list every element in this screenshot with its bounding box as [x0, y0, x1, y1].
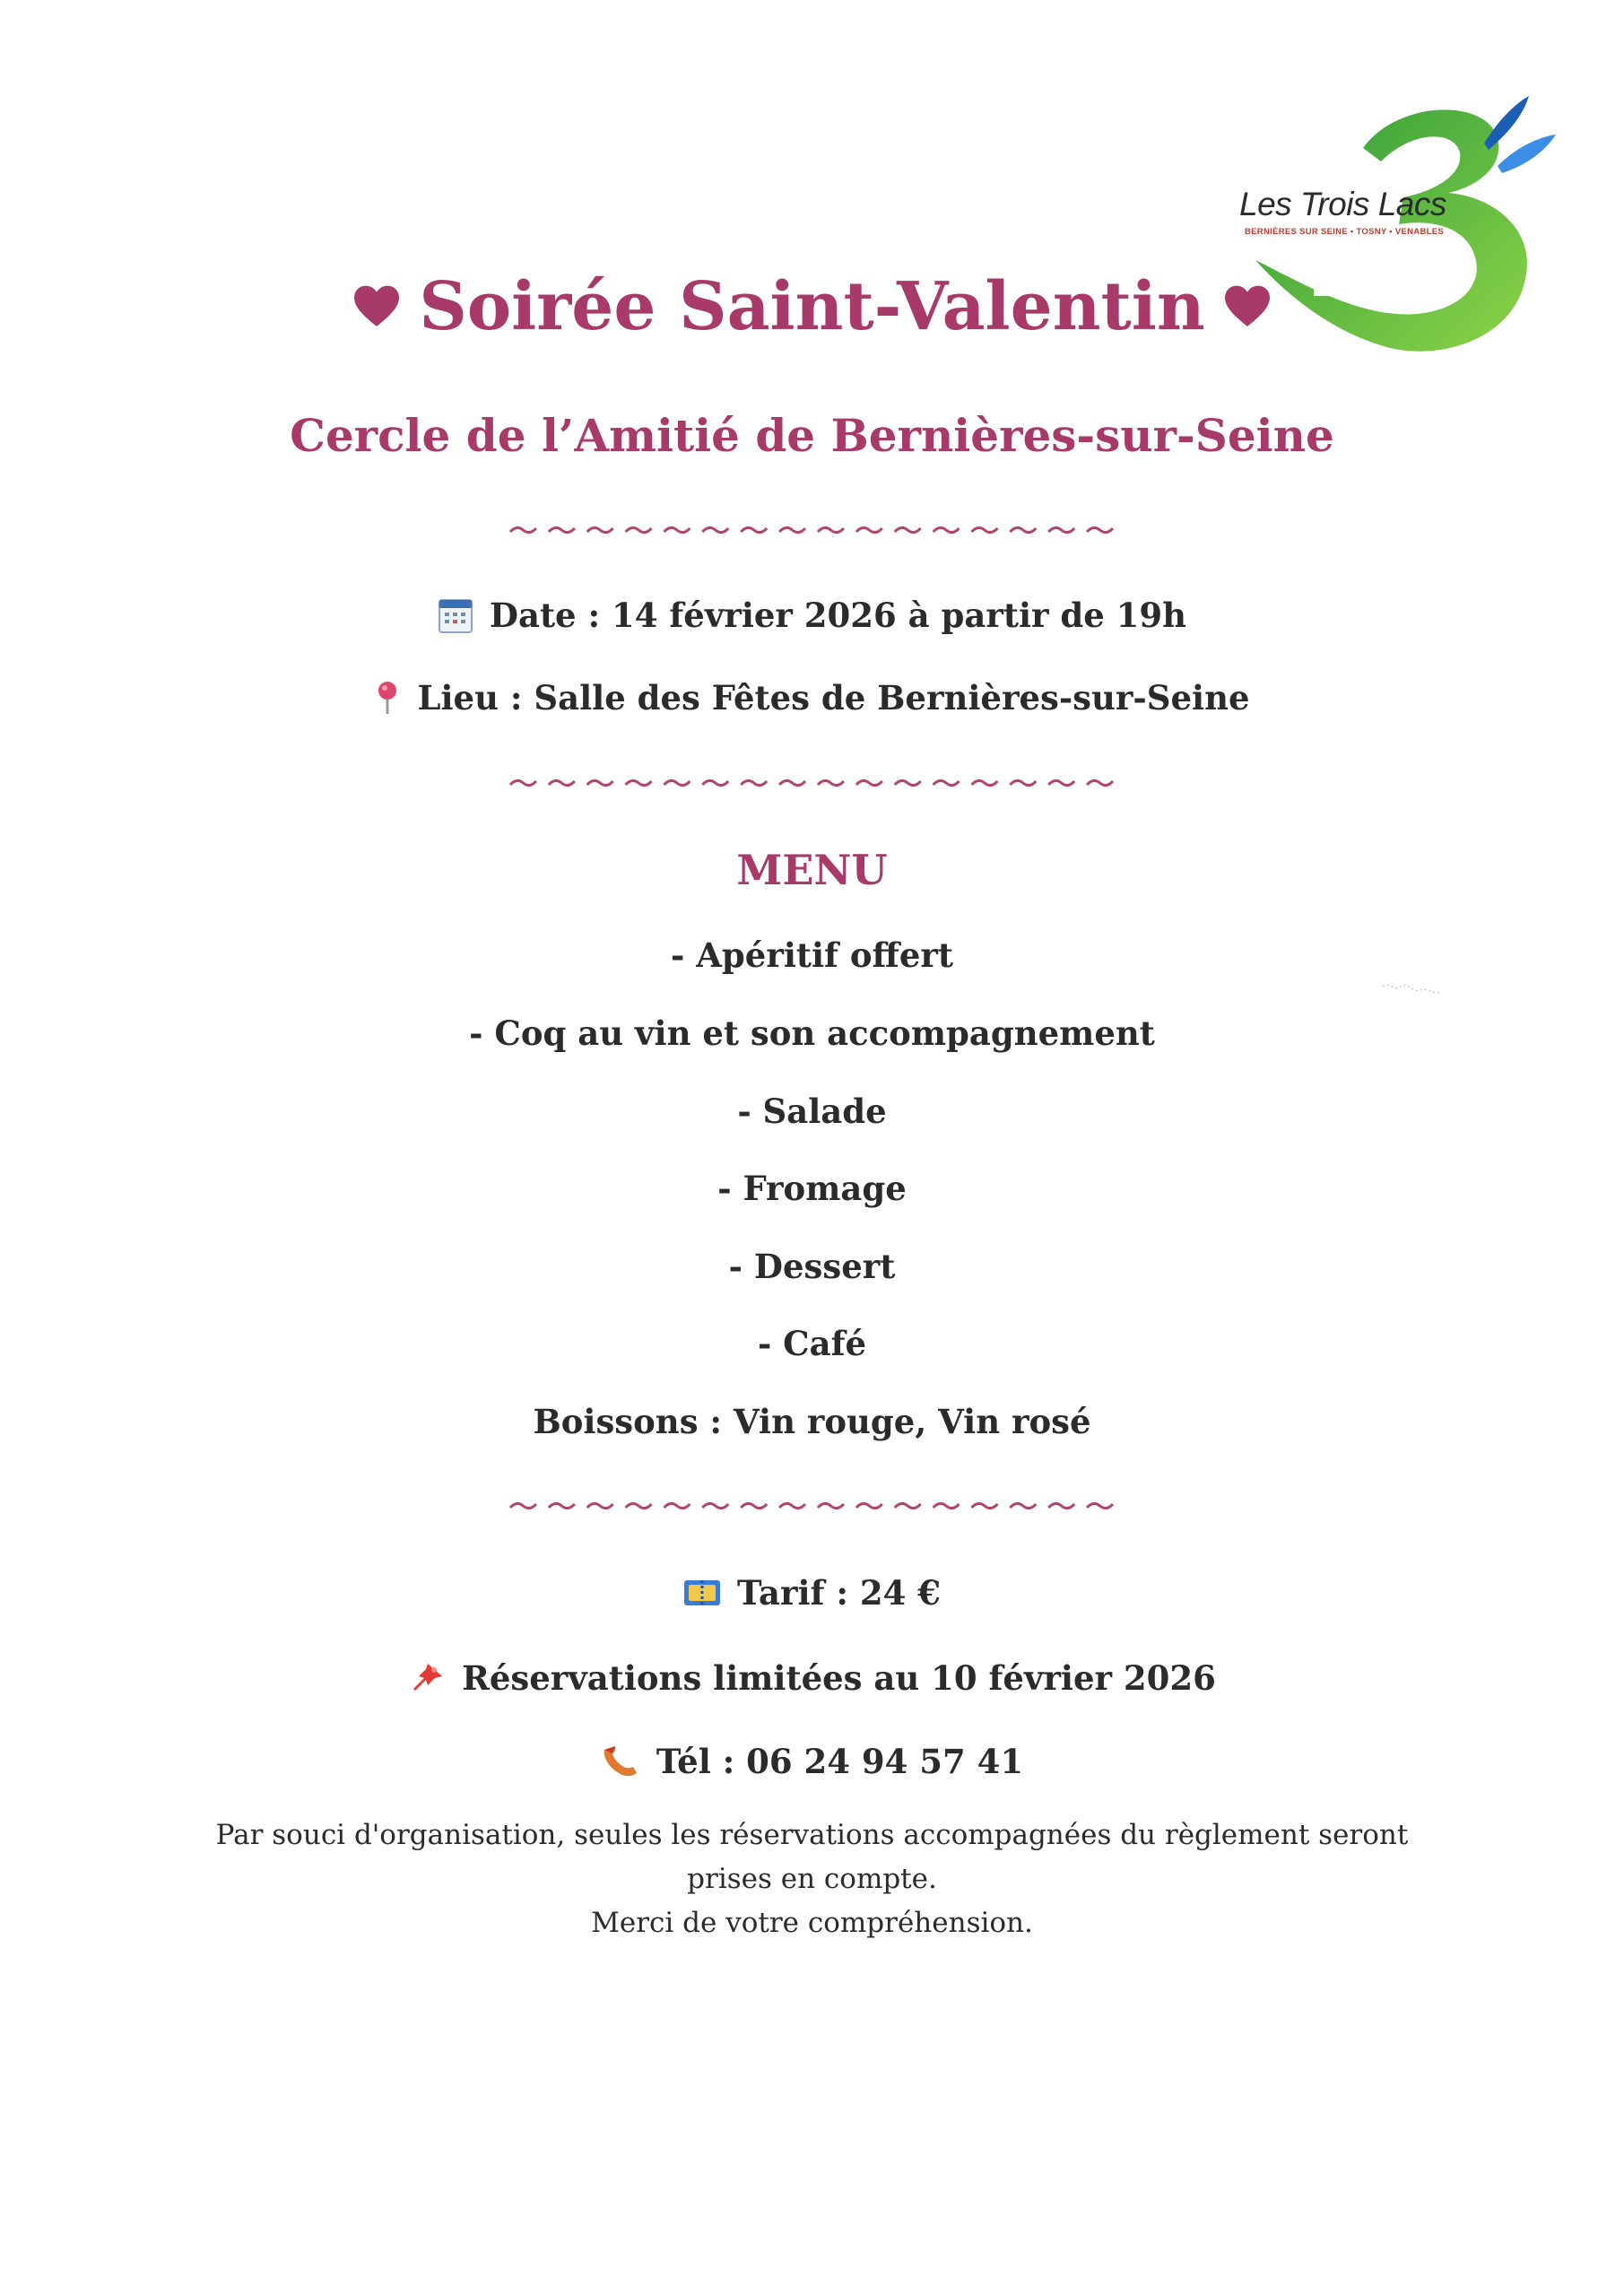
event-date: Date : 14 février 2026 à partir de 19h — [489, 596, 1187, 635]
logo-tagline: BERNIÈRES SUR SEINE • TOSNY • VENABLES — [1245, 227, 1444, 237]
drinks-line: Boissons : Vin rouge, Vin rosé — [533, 1402, 1091, 1441]
wave-divider — [505, 520, 1120, 540]
heart-icon — [1225, 284, 1270, 329]
menu-item: - Apéritif offert — [670, 935, 954, 975]
event-title-row — [0, 268, 1624, 345]
telephone-icon — [601, 1744, 640, 1779]
note-line: Par souci d'organisation, seules les réservations accompagnées du règlement seront prises en compte. — [215, 1819, 1409, 1895]
phone-row — [0, 1742, 1624, 1782]
event-place-row — [0, 678, 1624, 719]
note-thanks: Merci de votre compréhension. — [591, 1907, 1033, 1939]
event-place: Lieu : Salle des Fêtes de Bernières-sur-Seine — [417, 678, 1250, 718]
logo-name: Les Trois Lacs — [1239, 186, 1446, 222]
event-date-row — [0, 596, 1624, 638]
price: Tarif : 24 € — [737, 1573, 941, 1613]
price-row — [0, 1573, 1624, 1613]
menu-item: - Salade — [737, 1091, 887, 1131]
location-pin-icon — [374, 680, 401, 716]
phone-number: Tél : 06 24 94 57 41 — [656, 1742, 1024, 1781]
menu-item: - Fromage — [717, 1169, 907, 1208]
scan-speck — [1381, 978, 1444, 1004]
heart-icon — [354, 284, 399, 329]
wave-divider — [505, 773, 1120, 793]
ticket-icon — [683, 1578, 721, 1608]
menu-title: MENU — [736, 846, 888, 894]
reservation-row — [0, 1658, 1624, 1700]
page-title: Soirée Saint-Valentin — [419, 268, 1205, 345]
calendar-icon — [438, 596, 473, 634]
page-subtitle: Cercle de l’Amitié de Bernières-sur-Seine — [290, 409, 1334, 462]
organisation-note — [215, 1813, 1409, 1945]
menu-item: - Café — [757, 1324, 867, 1363]
menu-item: - Dessert — [728, 1247, 896, 1286]
reservation-deadline: Réservations limitées au 10 février 2026 — [462, 1658, 1216, 1698]
menu-item: - Coq au vin et son accompagnement — [469, 1013, 1155, 1053]
wave-divider — [505, 1496, 1120, 1516]
pushpin-icon — [408, 1660, 446, 1696]
